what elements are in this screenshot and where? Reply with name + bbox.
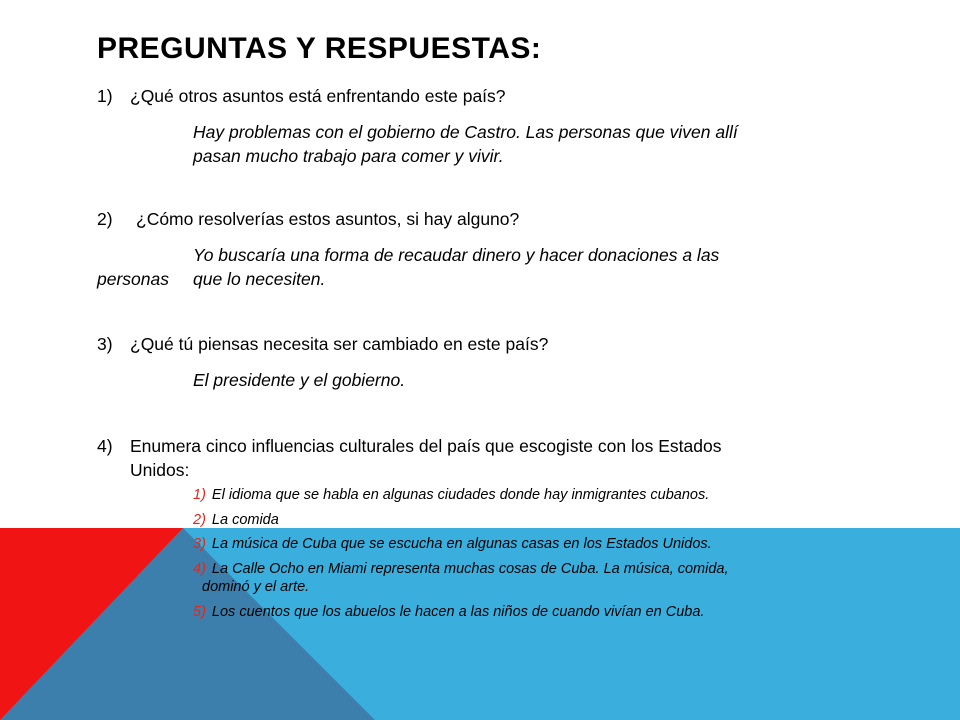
- question-text-continued: Unidos:: [130, 460, 190, 480]
- question-text: ¿Qué tú piensas necesita ser cambiado en este país?: [130, 334, 549, 354]
- answer-line: pasan mucho trabajo para comer y vivir.: [193, 146, 504, 166]
- influence-item-1: [193, 486, 709, 504]
- item-number: 5): [193, 604, 206, 620]
- question-number: 1): [97, 86, 113, 106]
- question-text: ¿Qué otros asuntos está enfrentando este país?: [130, 86, 506, 106]
- influence-item-4-continued: dominó y el arte.: [202, 579, 310, 595]
- item-text: La Calle Ocho en Miami representa muchas cosas de Cuba. La música, comida,: [211, 561, 729, 577]
- question-number: 4): [97, 436, 113, 456]
- question-text: ¿Cómo resolverías estos asuntos, si hay alguno?: [136, 209, 520, 229]
- item-number: 1): [193, 487, 206, 503]
- item-text: Los cuentos que los abuelos le hacen a las niños de cuando vivían en Cuba.: [211, 604, 705, 620]
- item-text: La música de Cuba que se escucha en algunas casas en los Estados Unidos.: [211, 536, 712, 552]
- item-text: La comida: [211, 512, 279, 528]
- answer-line: Yo buscaría una forma de recaudar dinero y hacer donaciones a las: [193, 245, 720, 265]
- answer-line: El presidente y el gobierno.: [193, 370, 406, 390]
- answer-line: que lo necesiten.: [193, 269, 326, 289]
- answer-line: Hay problemas con el gobierno de Castro. Las personas que viven allí: [193, 122, 738, 142]
- item-number: 4): [193, 561, 206, 577]
- influence-item-5: [193, 603, 704, 621]
- question-number: 2): [97, 209, 113, 229]
- item-number: 2): [193, 512, 206, 528]
- influence-item-2: [193, 511, 279, 529]
- question-number: 3): [97, 334, 113, 354]
- influence-item-3: [193, 535, 712, 553]
- item-text: El idioma que se habla en algunas ciudades donde hay inmigrantes cubanos.: [211, 487, 710, 503]
- question-text: Enumera cinco influencias culturales del país que escogiste con los Estados: [130, 436, 722, 456]
- influence-item-4: [193, 560, 729, 578]
- answer-line-lead: personas: [97, 269, 169, 289]
- slide-title: PREGUNTAS Y RESPUESTAS:: [97, 32, 542, 65]
- item-number: 3): [193, 536, 206, 552]
